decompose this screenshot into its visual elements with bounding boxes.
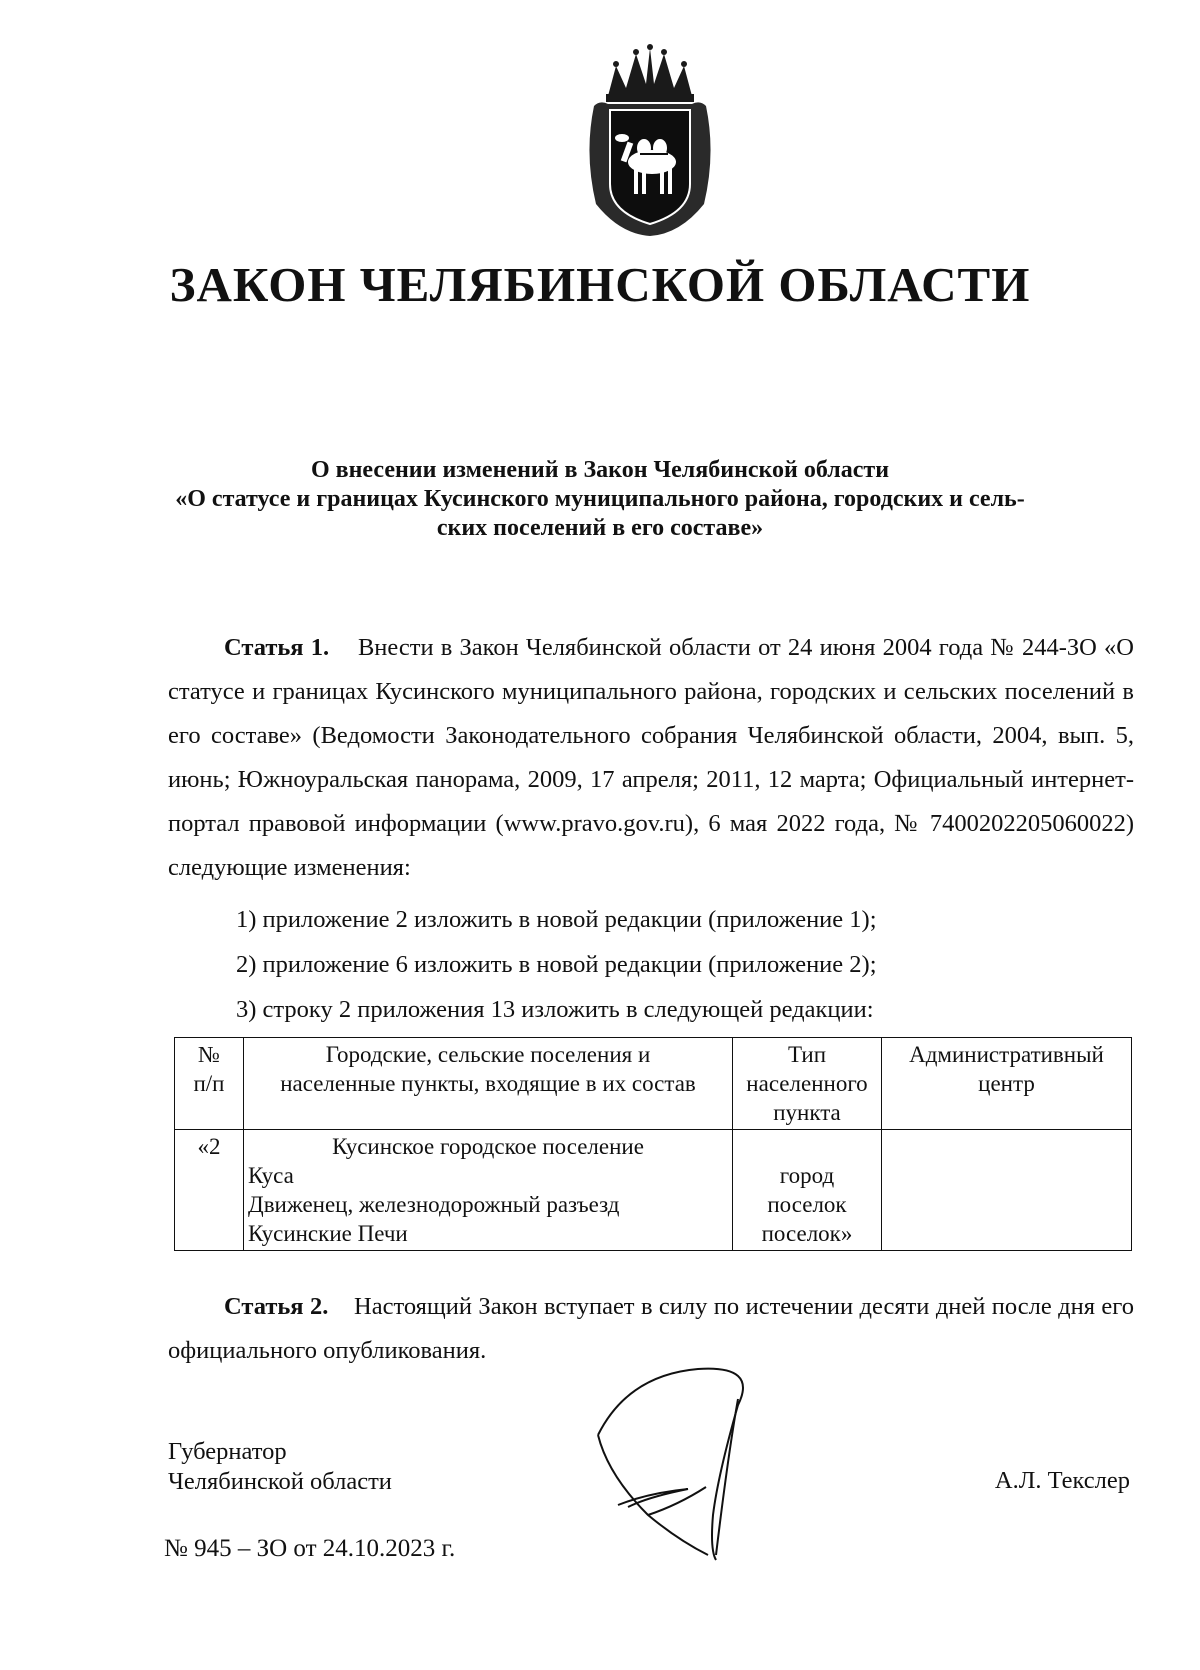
law-title: ЗАКОН ЧЕЛЯБИНСКОЙ ОБЛАСТИ [169, 257, 1031, 312]
table-row [175, 1130, 1132, 1251]
table-header-row [175, 1038, 1132, 1130]
header-settlements: Городские, сельские поселения и населенные пункты, входящие в их состав [244, 1038, 733, 1130]
settlement-title: Кусинское городское поселение [332, 1134, 644, 1159]
article-2-text: Настоящий Закон вступает в силу по истечении десяти дней после дня его официального опубликования. [168, 1293, 1134, 1364]
row-types [733, 1130, 882, 1251]
governor-position: Губернатор Челябинской области [168, 1438, 392, 1495]
chelyabinsk-coat-of-arms-icon [580, 44, 720, 240]
row-admin-center [882, 1130, 1132, 1251]
place-name: Куса [248, 1163, 294, 1188]
article-2-label: Статья 2. [224, 1293, 329, 1320]
header-type: Тип населенного пункта [733, 1038, 882, 1130]
header-number: № п/п [175, 1038, 244, 1130]
row-settlements [244, 1130, 733, 1251]
article-1-item: 1) приложение 2 изложить в новой редакции (приложение 1); [236, 906, 877, 933]
article-2 [168, 1285, 1134, 1373]
row-number: «2 [175, 1130, 244, 1251]
governor-name: А.Л. Текслер [994, 1467, 1130, 1494]
place-type: поселок» [761, 1221, 853, 1246]
article-1 [168, 626, 1134, 890]
article-1-item: 3) строку 2 приложения 13 изложить в следующей редакции: [236, 996, 874, 1023]
law-subtitle [175, 456, 1025, 543]
article-1-text: Внести в Закон Челябинской области от 24 июня 2004 года № 244-ЗО «О статусе и границах Кусинского муниципального района, городских и сельских поселений в его составе» (Ведомости Законодательного собрания Челябинской области, 2004, вып. 5, июнь; Южноуральская панорама, 2009, 17 апреля; 2011, 12 марта; Официальный интернет-портал правовой информации (www.pravo.gov.ru), 6 мая 2022 года, № 7400202205060022) следующие изменения: [168, 634, 1134, 881]
document-number: № 945 – ЗО от 24.10.2023 г. [164, 1535, 456, 1562]
header-admin-center: Административный центр [882, 1038, 1132, 1130]
place-type: город [779, 1163, 835, 1188]
place-type: поселок [767, 1192, 847, 1217]
place-name: Движенец, железнодорожный разъезд [248, 1192, 620, 1217]
subtitle-line: О внесении изменений в Закон Челябинской области [310, 457, 890, 483]
place-name: Кусинские Печи [248, 1221, 408, 1246]
article-1-label: Статья 1. [224, 634, 330, 661]
article-1-item: 2) приложение 6 изложить в новой редакции (приложение 2); [236, 951, 877, 978]
subtitle-line: ских поселений в его составе» [436, 515, 764, 541]
settlements-table [174, 1037, 1132, 1251]
subtitle-line: «О статусе и границах Кусинского муниципального района, городских и сель- [175, 486, 1025, 512]
handwritten-signature-icon [588, 1365, 788, 1565]
